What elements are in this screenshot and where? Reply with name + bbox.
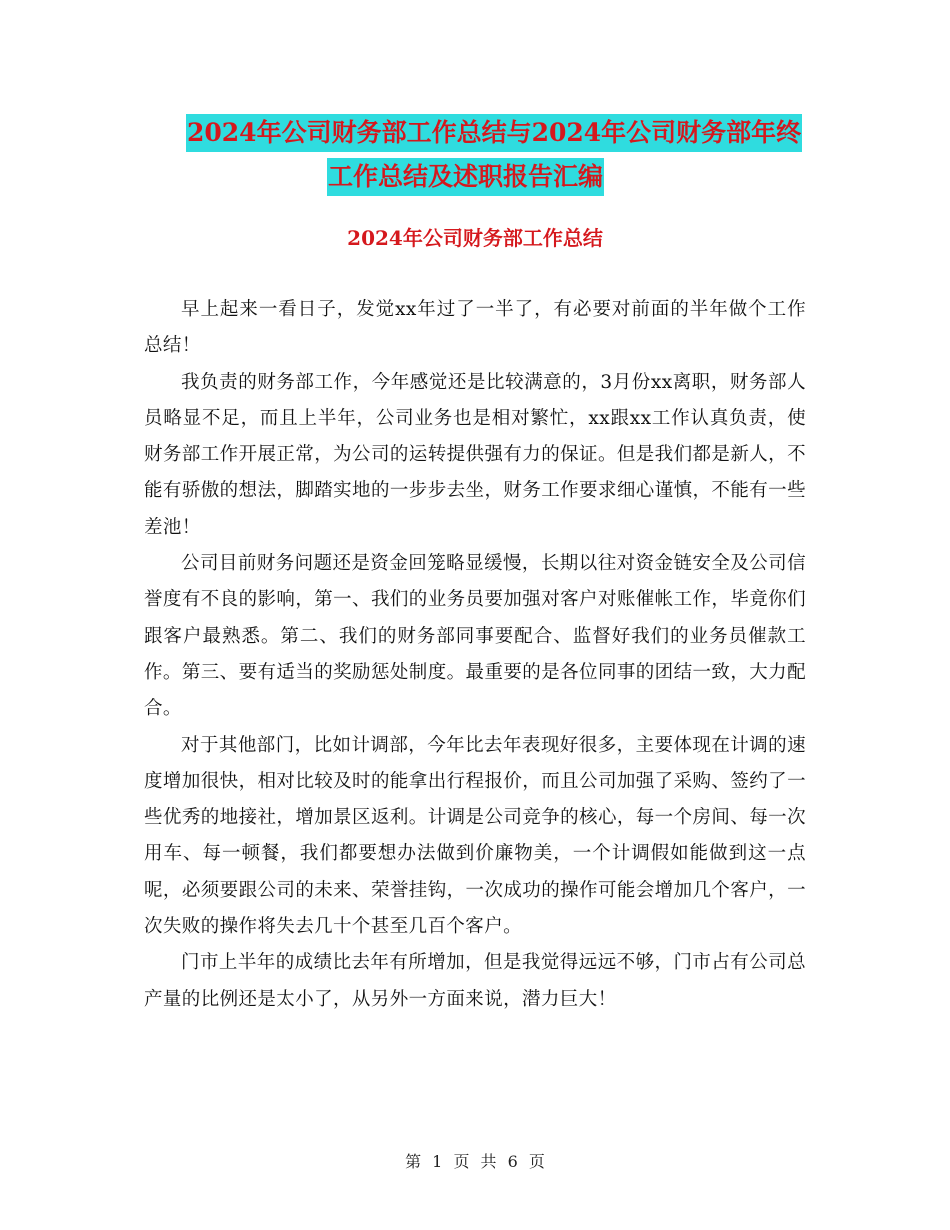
paragraph: 我负责的财务部工作，今年感觉还是比较满意的，3月份xx离职，财务部人员略显不足，而且上半年，公司业务也是相对繁忙，xx跟xx工作认真负责，使财务部工作开展正常，为公司的运转提供强有力的保证。但是我们都是新人，不能有骄傲的想法，脚踏实地的一步步去坐，财务工作要求细心谨慎，不能有一些差池！: [144, 371, 806, 538]
document-body: [144, 292, 806, 1018]
paragraph: 对于其他部门，比如计调部，今年比去年表现好很多，主要体现在计调的速度增加很快，相对比较及时的能拿出行程报价，而且公司加强了采购、签约了一些优秀的地接社，增加景区返利。计调是公司竞争的核心，每一个房间、每一次用车、每一顿餐，我们都要想办法做到价廉物美，一个计调假如能做到这一点呢，必须要跟公司的未来、荣誉挂钩，一次成功的操作可能会增加几个客户，一次失败的操作将失去几十个甚至几百个客户。: [144, 734, 806, 938]
title-line-2: 工作总结及述职报告汇编: [327, 158, 604, 196]
title-line-1: 2024年公司财务部工作总结与2024年公司财务部年终: [186, 114, 802, 152]
section-title: 2024年公司财务部工作总结: [347, 226, 603, 250]
page-footer: 第 1 页 共 6 页: [405, 1152, 545, 1171]
paragraph: 门市上半年的成绩比去年有所增加，但是我觉得远远不够，门市占有公司总产量的比例还是太小了，从另外一方面来说，潜力巨大！: [144, 952, 806, 1010]
paragraph: 公司目前财务问题还是资金回笼略显缓慢，长期以往对资金链安全及公司信誉度有不良的影响，第一、我们的业务员要加强对客户对账催帐工作，毕竟你们跟客户最熟悉。第二、我们的财务部同事要配合、监督好我们的业务员催款工作。第三、要有适当的奖励惩处制度。最重要的是各位同事的团结一致，大力配合。: [144, 553, 806, 720]
paragraph: 早上起来一看日子，发觉xx年过了一半了，有必要对前面的半年做个工作总结！: [144, 299, 806, 357]
